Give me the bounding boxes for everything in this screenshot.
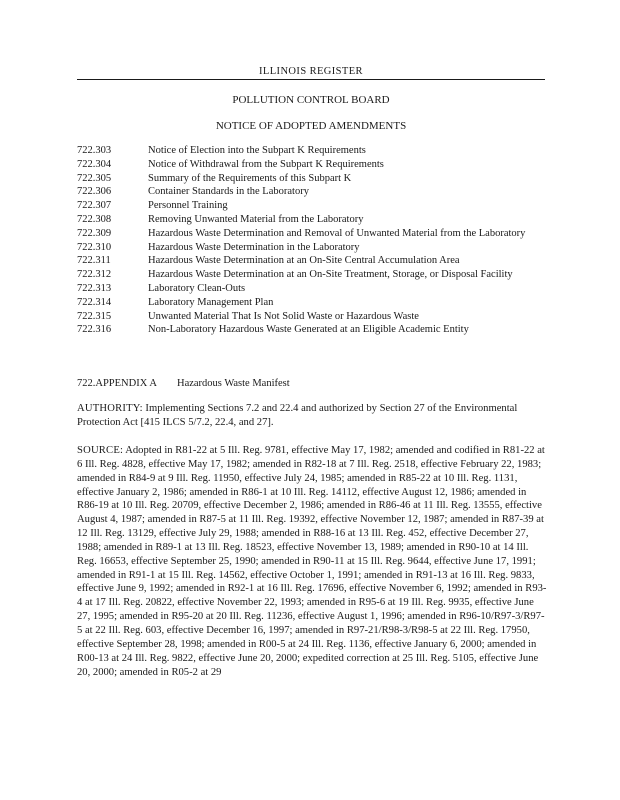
register-header: ILLINOIS REGISTER (259, 66, 363, 77)
authority-text: Implementing Sections 7.2 and 22.4 and authorized by Section 27 of the Environmental Protection Act [415 ILCS 5/7.2, 22.4, and 27]. (77, 403, 518, 428)
appendix-line (77, 378, 290, 389)
source-label: SOURCE: (77, 445, 124, 456)
section-title: Laboratory Clean-Outs (148, 282, 246, 294)
section-number: 722.309 (77, 227, 112, 239)
section-number: 722.315 (77, 310, 112, 322)
header-rule (77, 79, 545, 80)
section-number: 722.316 (77, 324, 112, 336)
section-title: Notice of Election into the Subpart K Requirements (148, 145, 366, 156)
section-number: 722.314 (77, 296, 112, 308)
section-row (77, 227, 537, 241)
section-row (77, 241, 537, 255)
section-row (77, 254, 537, 268)
section-number: 722.308 (77, 213, 112, 225)
authority-label: AUTHORITY: (77, 403, 143, 414)
section-title: Hazardous Waste Determination at an On-Site Treatment, Storage, or Disposal Facility (148, 269, 513, 281)
section-row (77, 268, 537, 282)
section-row (77, 185, 537, 199)
section-number: 722.304 (77, 158, 112, 170)
authority-paragraph (77, 402, 547, 430)
source-paragraph (77, 444, 547, 679)
section-row (77, 172, 537, 186)
section-number: 722.305 (77, 172, 112, 184)
section-row (77, 144, 537, 158)
section-row (77, 213, 537, 227)
section-row (77, 158, 537, 172)
section-number: 722.306 (77, 186, 112, 198)
appendix-title: Hazardous Waste Manifest (176, 378, 290, 389)
notice-title: NOTICE OF ADOPTED AMENDMENTS (215, 120, 407, 132)
section-title: Personnel Training (148, 200, 228, 212)
section-row (77, 199, 537, 213)
section-row (77, 310, 537, 324)
section-number: 722.307 (77, 200, 112, 212)
section-row (77, 323, 537, 337)
section-title: Summary of the Requirements of this Subpart K (148, 172, 352, 184)
section-number: 722.303 (77, 145, 112, 156)
section-title: Hazardous Waste Determination in the Laboratory (148, 241, 360, 253)
board-title: POLLUTION CONTROL BOARD (232, 94, 390, 106)
section-row (77, 282, 537, 296)
section-title: Removing Unwanted Material from the Laboratory (148, 213, 364, 225)
section-number: 722.311 (77, 255, 111, 267)
section-title: Container Standards in the Laboratory (148, 186, 309, 198)
section-number: 722.312 (77, 269, 112, 281)
section-row (77, 296, 537, 310)
section-title: Laboratory Management Plan (148, 296, 274, 308)
section-number: 722.313 (77, 282, 112, 294)
source-text: Adopted in R81-22 at 5 Ill. Reg. 9781, effective May 17, 1982; amended and codified in R81-22 at 6 Ill. Reg. 4828, effective May 17, 1982; amended in R82-18 at 7 Ill. Reg. 2518, effective February 22, 1983; amended in R84-9 at 9 Ill. Reg. 11950, effective July 24, 1985; amended in R85-22 at 10 Ill. Reg. 1131, effective January 2, 1986; amended in R86-1 at 10 Ill. Reg. 14112, effective August 12, 1986; amended in R86-19 at 10 Ill. Reg. 20709, effective December 2, 1986; amended in R86-46 at 11 Ill. Reg. 13555, effective August 4, 1987; amended in R87-5 at 11 Ill. Reg. 19392, effective November 12, 1987; amended in R87-39 at 12 Ill. Reg. 13129, effective July 29, 1988; amended in R88-16 at 13 Ill. Reg. 452, effective December 27, 1988; amended in R89-1 at 13 Ill. Reg. 18523, effective November 13, 1989; amended in R90-10 at 14 Ill. Reg. 16653, effective September 25, 1990; amended in R90-11 at 15 Ill. Reg. 9644, effective June 17, 1991; amended in R91-1 at 15 Ill. Reg. 14562, effective October 1, 1991; amended in R91-13 at 16 Ill. Reg. 9833, effective June 9, 1992; amended in R92-1 at 16 Ill. Reg. 17696, effective November 6, 1992; amended in R93-4 at 17 Ill. Reg. 20822, effective November 22, 1993; amended in R95-6 at 19 Ill. Reg. 9935, effective June 27, 1995; amended in R95-20 at 20 Ill. Reg. 11236, effective August 1, 1996; amended in R96-10/R97-3/R97-5 at 22 Ill. Reg. 603, effective December 16, 1997; amended in R97-21/R98-3/R98-5 at 22 Ill. Reg. 17950, effective September 28, 1998; amended in R00-5 at 24 Ill. Reg. 1136, effective January 6, 2000; amended in R00-13 at 24 Ill. Reg. 9822, effective June 20, 2000; expedited correction at 25 Ill. Reg. 5105, effective June 20, 2000; amended in R05-2 at 29 (77, 445, 547, 678)
section-title: Hazardous Waste Determination at an On-Site Central Accumulation Area (148, 255, 460, 267)
section-title: Unwanted Material That Is Not Solid Waste or Hazardous Waste (148, 310, 419, 322)
appendix-number: 722.APPENDIX A (77, 378, 157, 389)
section-list (77, 144, 537, 337)
section-title: Non-Laboratory Hazardous Waste Generated at an Eligible Academic Entity (148, 324, 469, 336)
section-title: Hazardous Waste Determination and Removal of Unwanted Material from the Laboratory (148, 227, 526, 239)
section-title: Notice of Withdrawal from the Subpart K Requirements (148, 158, 384, 170)
section-number: 722.310 (77, 241, 112, 253)
